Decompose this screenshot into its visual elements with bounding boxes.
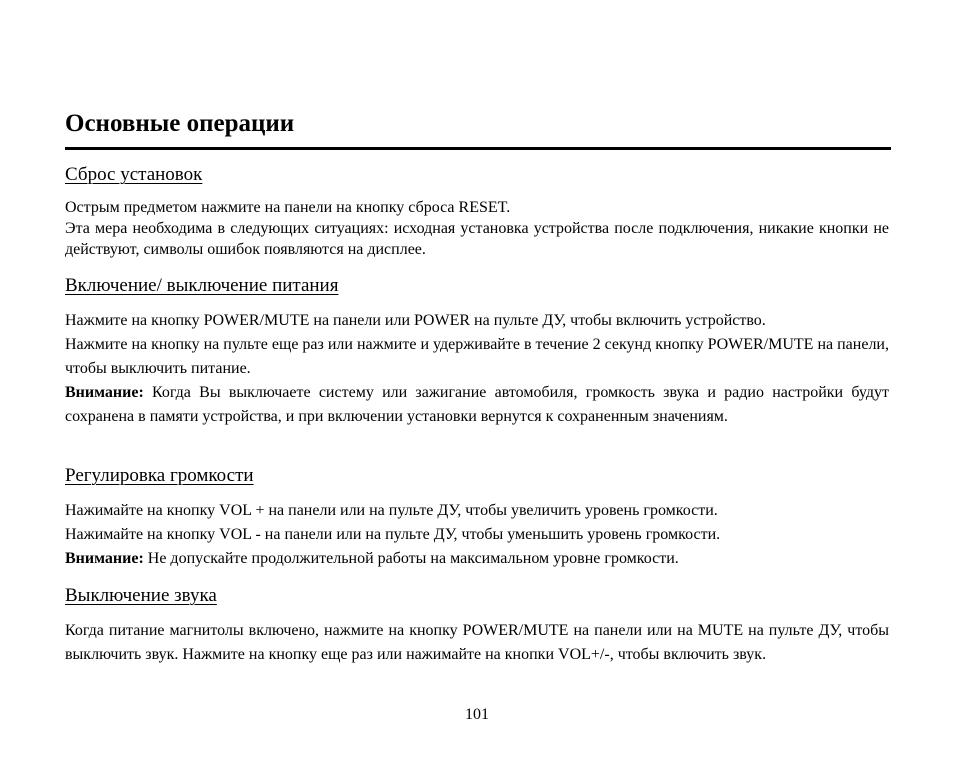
- section-reset: [65, 163, 889, 260]
- page-number: 101: [465, 706, 489, 723]
- title-divider: [65, 147, 891, 150]
- power-note: [65, 381, 889, 429]
- reset-situations: Эта мера необходима в следующих ситуациях: исходная установка устройства после подключения, никакие кнопки не действуют, символы ошибок появляются на дисплее.: [65, 220, 889, 258]
- power-note-label: Внимание:: [65, 384, 144, 401]
- power-on-instruction: Нажмите на кнопку POWER/MUTE на панели или POWER на пульте ДУ, чтобы включить устройство.: [65, 312, 766, 329]
- section-heading-power: Включение/ выключение питания: [65, 275, 339, 296]
- volume-note: [65, 547, 889, 571]
- section-heading-volume: Регулировка громкости: [65, 465, 254, 486]
- power-note-text: Когда Вы выключаете систему или зажигание автомобиля, громкость звука и радио настройки будут сохранена в памяти устройства, и при включении установки вернутся к сохраненным значениям.: [65, 384, 889, 425]
- section-heading-reset: Сброс установок: [65, 164, 203, 185]
- volume-note-text: Не допускайте продолжительной работы на максимальном уровне громкости.: [143, 550, 679, 567]
- power-off-instruction: Нажмите на кнопку на пульте еще раз или нажмите и удерживайте в течение 2 секунд кнопку POWER/MUTE на панели, чтобы выключить питание.: [65, 336, 889, 377]
- reset-instruction: Острым предметом нажмите на панели на кнопку сброса RESET.: [65, 199, 511, 216]
- page-title: Основные операции: [65, 110, 295, 137]
- section-mute: [65, 584, 889, 667]
- volume-up-instruction: Нажимайте на кнопку VOL + на панели или на пульте ДУ, чтобы увеличить уровень громкости.: [65, 502, 718, 519]
- section-volume: [65, 464, 889, 571]
- section-heading-mute: Выключение звука: [65, 585, 217, 606]
- section-power: [65, 274, 889, 429]
- volume-down-instruction: Нажимайте на кнопку VOL - на панели или на пульте ДУ, чтобы уменьшить уровень громкости.: [65, 526, 721, 543]
- mute-instruction: Когда питание магнитолы включено, нажмите на кнопку POWER/MUTE на панели или на MUTE на пульте ДУ, чтобы выключить звук. Нажмите на кнопку еще раз или нажимайте на кнопки VOL+/-, чтобы включить звук.: [65, 622, 889, 663]
- volume-note-label: Внимание:: [65, 550, 144, 567]
